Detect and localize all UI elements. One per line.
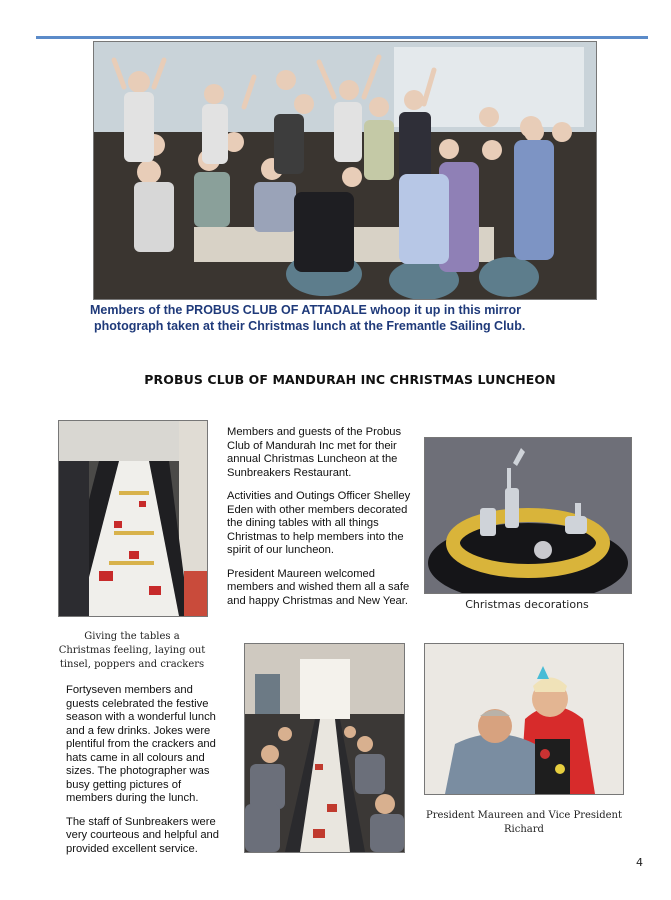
president-photo: [424, 643, 624, 795]
text-line: members during the lunch.: [66, 792, 199, 804]
text-line: season with a wonderful lunch: [66, 711, 216, 723]
lunch-photo: [244, 643, 405, 853]
text-line: annual Christmas Luncheon at the: [227, 453, 398, 465]
text-line: provided excellent service.: [66, 842, 198, 855]
lower-paragraph-2: [66, 816, 238, 857]
intro-paragraph-1: [227, 426, 423, 480]
group-photo: [93, 41, 597, 300]
text-line: spirit of our luncheon.: [227, 544, 334, 556]
decorations-caption: Christmas decorations: [465, 598, 589, 611]
group-photo-caption-line-1: Members of the PROBUS CLUB OF ATTADALE whoop it up in this mirror: [90, 303, 522, 317]
text-line: Sunbreakers Restaurant.: [227, 466, 352, 479]
group-photo-caption-line-2: photograph taken at their Christmas lunch at the Fremantle Sailing Club.: [94, 319, 526, 333]
intro-paragraph-2: [227, 490, 423, 558]
text-line: Fortyseven members and: [66, 684, 193, 696]
text-line: plentiful from the crackers and: [66, 738, 216, 750]
caption-line: President Maureen and Vice President: [425, 810, 623, 821]
text-line: the dining tables with all things: [227, 517, 379, 529]
president-caption: [424, 809, 624, 837]
text-line: members and wished them all a safe: [227, 581, 410, 593]
text-line: hats came in all colours and: [66, 751, 205, 764]
text-line: Christmas to help members into the: [227, 530, 404, 543]
section-heading: PROBUS CLUB OF MANDURAH INC CHRISTMAS LUNCHEON: [144, 372, 556, 387]
text-line: The staff of Sunbreakers were: [66, 815, 216, 828]
tables-caption: [58, 630, 206, 672]
intro-text: [227, 426, 423, 618]
page-number: 4: [636, 856, 643, 869]
top-rule: [36, 36, 648, 39]
intro-paragraph-3: [227, 568, 423, 609]
decorations-photo: [424, 437, 632, 594]
caption-line: tinsel, poppers and crackers: [59, 659, 205, 670]
text-line: Eden with other members decorated: [227, 503, 408, 516]
caption-line: Richard: [504, 824, 544, 835]
tables-photo: [58, 420, 208, 617]
caption-line: Christmas feeling, laying out: [58, 645, 206, 656]
text-line: Members and guests of the Probus: [227, 426, 402, 438]
text-line: and happy Christmas and New Year.: [227, 594, 408, 607]
lower-text: [66, 684, 238, 866]
text-line: Activities and Outings Officer Shelley: [227, 490, 411, 502]
text-line: busy getting pictures of: [66, 778, 182, 791]
caption-line: Giving the tables a: [84, 631, 180, 642]
text-line: President Maureen welcomed: [227, 567, 375, 580]
text-line: and a few drinks. Jokes were: [66, 724, 211, 737]
text-line: sizes. The photographer was: [66, 765, 210, 777]
text-line: guests celebrated the festive: [66, 697, 209, 710]
lower-paragraph-1: [66, 684, 238, 806]
text-line: Club of Mandurah Inc met for their: [227, 439, 397, 452]
group-photo-caption: [90, 302, 610, 334]
text-line: very courteous and helpful and: [66, 829, 219, 841]
